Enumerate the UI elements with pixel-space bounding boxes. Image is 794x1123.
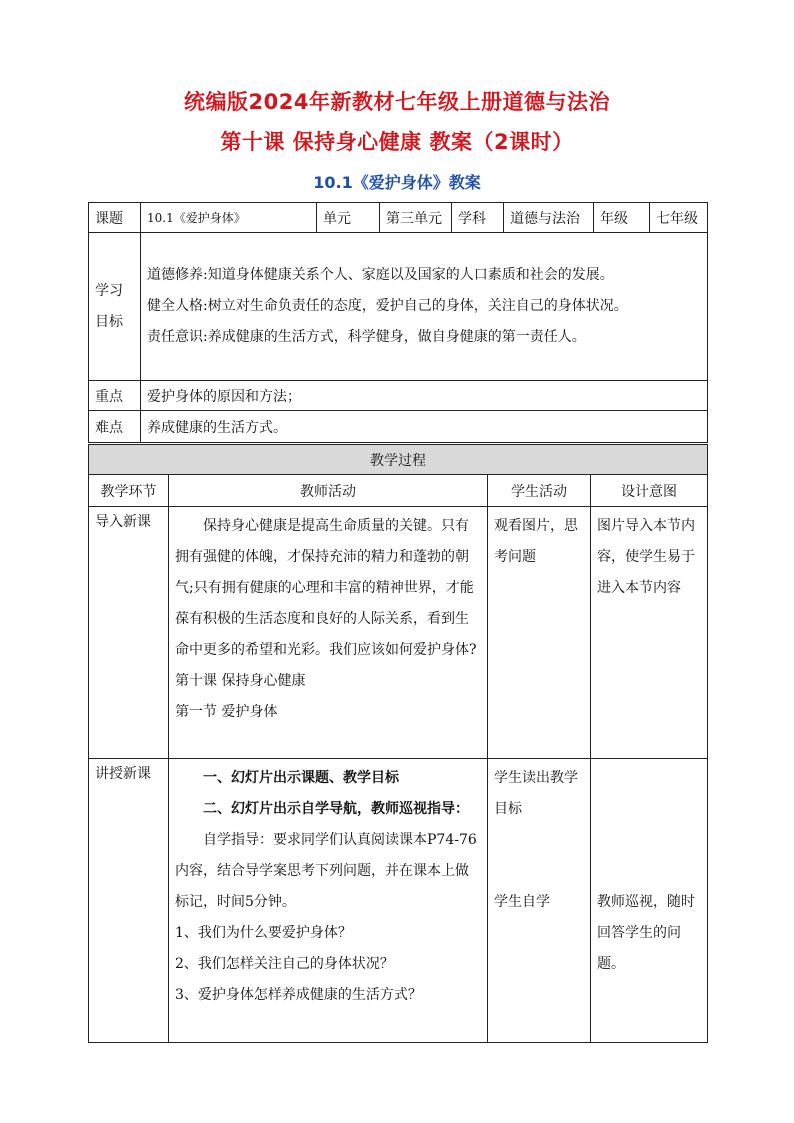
objective-item: 道德修养:知道身体健康关系个人、家庭以及国家的人口素质和社会的发展。 bbox=[147, 267, 614, 283]
column-header-student: 学生活动 bbox=[488, 475, 591, 507]
intro-stage: 导入新课 bbox=[89, 507, 169, 759]
lecture-student-text2: 学生自学 bbox=[494, 894, 550, 910]
lecture-design-text: 教师巡视，随时回答学生的问题。 bbox=[597, 894, 695, 972]
column-header-design: 设计意图 bbox=[591, 475, 708, 507]
lecture-step2: 二、幻灯片出示自学导航，教师巡视指导： bbox=[203, 801, 469, 817]
lesson-info-table bbox=[88, 202, 708, 443]
key-point-label: 重点 bbox=[89, 381, 141, 411]
objective-item: 责任意识:养成健康的生活方式，科学健身，做自身健康的第一责任人。 bbox=[147, 329, 586, 345]
document-title-line2: 第十课 保持身心健康 教案（2课时） bbox=[220, 130, 574, 154]
intro-section-title: 第一节 爱护身体 bbox=[175, 704, 278, 720]
intro-teacher-activity bbox=[169, 507, 488, 759]
intro-design-text: 图片导入本节内容，使学生易于进入本节内容 bbox=[597, 518, 695, 596]
lecture-stage: 讲授新课 bbox=[89, 759, 169, 1043]
lecture-question: 3、爱护身体怎样养成健康的生活方式？ bbox=[175, 987, 422, 1003]
lecture-self-study-guide: 自学指导：要求同学们认真阅读课本P74-76内容，结合导学案思考下列问题，并在课本上做标记，时间5分钟。 bbox=[175, 832, 477, 910]
teaching-process-table bbox=[88, 444, 708, 1043]
lecture-question: 1、我们为什么要爱护身体？ bbox=[175, 925, 352, 941]
lecture-question: 2、我们怎样关注自己的身体状况？ bbox=[175, 956, 394, 972]
subject-value: 道德与法治 bbox=[504, 203, 594, 233]
process-section-title: 教学过程 bbox=[89, 445, 708, 475]
objectives-content bbox=[141, 233, 708, 381]
intro-teacher-paragraph: 保持身心健康是提高生命质量的关键。只有拥有强健的体魄，才保持充沛的精力和蓬勃的朝气;只有拥有健康的心理和丰富的精神世界，才能葆有积极的生活态度和良好的人际关系，看到生命中更多的希望和光彩。我们应该如何爱护身体? bbox=[175, 518, 477, 658]
topic-value: 10.1《爱护身体》 bbox=[141, 203, 317, 233]
lecture-student-activity bbox=[488, 759, 591, 1043]
intro-design-intent bbox=[591, 507, 708, 759]
lecture-design-intent bbox=[591, 759, 708, 1043]
grade-value: 七年级 bbox=[650, 203, 708, 233]
unit-label: 单元 bbox=[317, 203, 380, 233]
objectives-label bbox=[89, 233, 141, 381]
objectives-label-line1: 学习 bbox=[95, 282, 123, 299]
document-title-line1: 统编版2024年新教材七年级上册道德与法治 bbox=[184, 90, 610, 114]
intro-student-text: 观看图片，思考问题 bbox=[494, 518, 578, 565]
difficult-point-label: 难点 bbox=[89, 411, 141, 443]
topic-label: 课题 bbox=[89, 203, 141, 233]
column-header-teacher: 教师活动 bbox=[169, 475, 488, 507]
lecture-student-text1: 学生读出教学目标 bbox=[494, 770, 578, 817]
document-subtitle: 10.1《爱护身体》教案 bbox=[313, 173, 481, 192]
column-header-stage: 教学环节 bbox=[89, 475, 169, 507]
difficult-point-value: 养成健康的生活方式。 bbox=[141, 411, 708, 443]
unit-value: 第三单元 bbox=[380, 203, 452, 233]
intro-lesson-title: 第十课 保持身心健康 bbox=[175, 673, 306, 689]
grade-label: 年级 bbox=[594, 203, 650, 233]
lecture-step1: 一、幻灯片出示课题、教学目标 bbox=[203, 770, 399, 786]
lecture-teacher-activity bbox=[169, 759, 488, 1043]
objective-item: 健全人格:树立对生命负责任的态度，爱护自己的身体，关注自己的身体状况。 bbox=[147, 298, 628, 314]
intro-student-activity bbox=[488, 507, 591, 759]
objectives-label-line2: 目标 bbox=[95, 313, 123, 330]
key-point-value: 爱护身体的原因和方法； bbox=[141, 381, 708, 411]
subject-label: 学科 bbox=[452, 203, 504, 233]
